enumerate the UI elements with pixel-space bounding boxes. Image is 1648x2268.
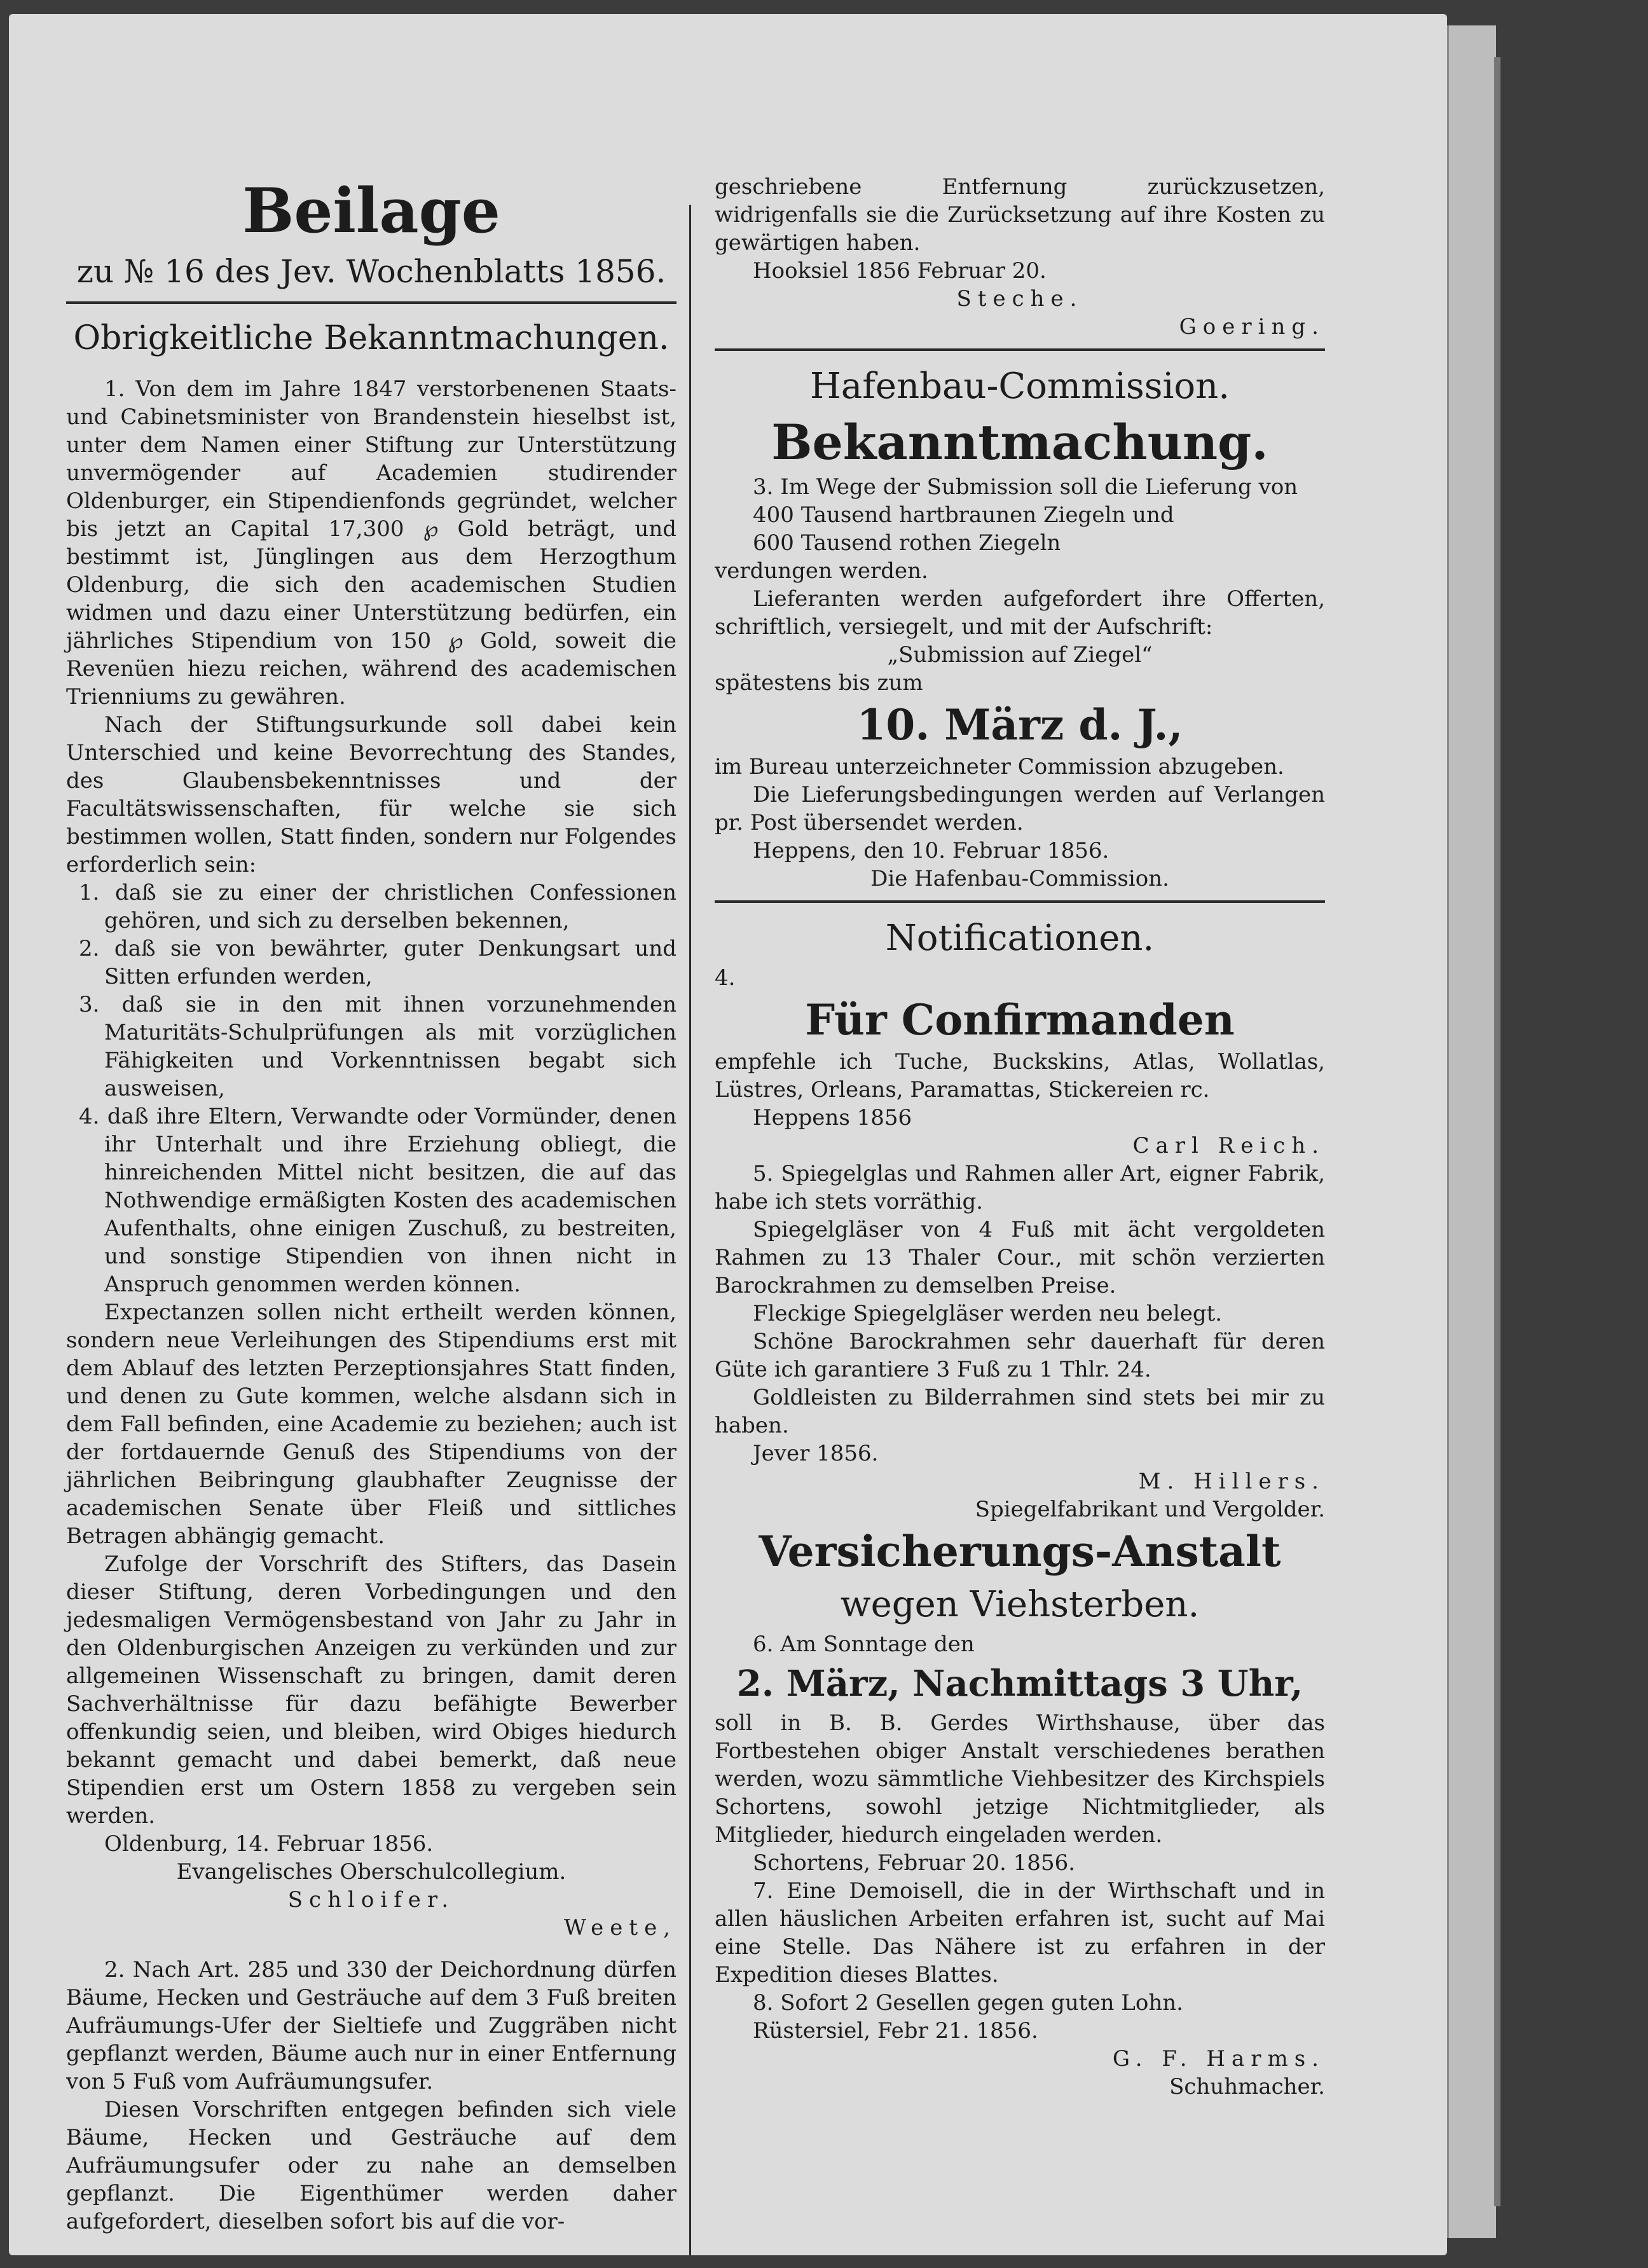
notice-1-para-4: Zufolge der Vorschrift des Stifters, das Dasein dieser Stiftung, deren Vorbedingungen und den jedesmaligen Vermögensbestand von Jahr zu Jahr in den Oldenburgischen Anzeigen zu verkünden und zur allgemeinen Wissenschaft zu bringen, damit deren Sachverhältnisse für dazu befähigte Bewerber offenkundig seien, und bleiben, wird Obiges hiedurch bekannt gemacht und dabei bemerkt, daß neue Stipendien erst um Ostern 1858 zu vergeben sein werden. [66,1551,676,1829]
notice-5-para-3: Fleckige Spiegelgläser werden neu belegt. [753,1301,1223,1326]
notice-2-para-1: 2. Nach Art. 285 und 330 der Deichordnung dürfen Bäume, Hecken und Gesträuche auf dem 3 Fuß breiten Aufräumungs-Ufer der Sieltiefe und Zuggräben nicht gepflanzt werden, Bäume auch nur in einer Entfernung von 5 Fuß vom Aufräumungsufer. [66,1957,676,2094]
notice-8-signature: G. F. Harms. [1112,2046,1325,2072]
notice-6-para-1: 6. Am Sonntage den [753,1632,975,1657]
notice-3-para-4: spätestens bis zum [715,670,923,696]
notice-1-date: Oldenburg, 14. Februar 1856. [104,1831,434,1857]
notice-4-number: 4. [715,965,736,991]
notice-5-para-1: 5. Spiegelglas und Rahmen aller Art, eigner Fabrik, habe ich stets vorräthig. [715,1161,1325,1214]
notice-4-title: Für Confirmanden [805,995,1235,1045]
notice-3-title: Bekanntmachung. [771,414,1268,471]
notice-2-para-2: Diesen Vorschriften entgegen befinden sich viele Bäume, Hecken und Gesträuche auf dem Aufräumungsufer oder zu nahe an demselben gepflanzt. Die Eigenthümer werden daher aufgefordert, dieselben sofort bis auf die vor- [66,2097,676,2234]
notice-4-para: empfehle ich Tuche, Buckskins, Atlas, Wollatlas, Lüstres, Orleans, Paramattas, Stickereien rc. [715,1049,1325,1103]
notice-3-item-2: 600 Tausend rothen Ziegeln [753,530,1061,556]
notice-6-subtitle: wegen Viehsterben. [840,1584,1200,1625]
list-item: 2. daß sie von bewährter, guter Denkungsart und Sitten erfunden werden, [79,936,676,989]
notice-3-para-3: Lieferanten werden aufgefordert ihre Offerten, schriftlich, versiegelt, und mit der Aufschrift: [715,586,1325,640]
notice-2-date: Hooksiel 1856 Februar 20. [753,258,1047,284]
notice-4-place: Heppens 1856 [753,1105,912,1131]
list-item: 1. daß sie zu einer der christlichen Confessionen gehören, und sich zu derselben bekennen, [79,880,676,933]
notice-3-org: Hafenbau-Commission. [809,366,1230,407]
notice-4-signature: Carl Reich. [1132,1133,1325,1158]
page-title: Beilage [242,175,500,247]
notice-5-place: Jever 1856. [753,1441,879,1466]
notice-1-list [66,879,676,1298]
notice-1-org: Evangelisches Oberschulcollegium. [176,1859,566,1885]
notice-5-para-2: Spiegelgläser von 4 Fuß mit ächt vergoldeten Rahmen zu 13 Thaler Cour., mit schön verzierten Barockrahmen zu demselben Preise. [715,1217,1325,1298]
notice-3-item-1: 400 Tausend hartbraunen Ziegeln und [753,502,1174,528]
notice-5-para-4: Schöne Barockrahmen sehr dauerhaft für deren Güte ich garantiere 3 Fuß zu 1 Thlr. 24. [715,1329,1325,1382]
notice-3-signature: Die Hafenbau-Commission. [870,866,1169,891]
notice-1-para-3: Expectanzen sollen nicht ertheilt werden können, sondern neue Verleihungen des Stipendiums erst mit dem Ablauf des letzten Perzeptionsjahres Statt finden, und denen zu Gute kommen, welche alsdann sich in dem Fall befinden, eine Academie zu beziehen; auch ist der fortdauernde Genuß des Stipendiums von der jährlichen Beibringung glaubhafter Zeugnisse der academischen Senate über Fleiß und sittliches Betragen abhängig gemacht. [66,1300,676,1549]
notice-7-para: 7. Eine Demoisell, die in der Wirthschaft und in allen häuslichen Arbeiten erfahren ist, sucht auf Mai eine Stelle. Das Nähere ist zu erfahren in der Expedition dieses Blattes. [715,1878,1325,1988]
notice-1-signature-2: Weete, [563,1915,676,1941]
section-heading: Obrigkeitliche Bekanntmachungen. [73,319,670,357]
book-edge [1447,25,1496,2238]
notice-2-signature-2: Goering. [1179,314,1325,340]
right-column [715,173,1325,2101]
notice-2-signature: Steche. [956,286,1083,312]
notice-6-date-big: 2. März, Nachmittags 3 Uhr, [736,1663,1303,1705]
notice-3-deadline: 10. März d. J., [856,700,1183,750]
list-item: 4. daß ihre Eltern, Verwandte oder Vormünder, denen ihr Unterhalt und ihre Erziehung obliegt, die hinreichenden Mittel nicht besitzen, die auf das Nothwendige ermäßigten Kosten des academischen Aufenthalts, ohne einigen Zuschuß, zu bestreiten, und sonstige Stipendien von ihnen nicht in Anspruch genommen werden können. [79,1104,676,1297]
newspaper-page [9,14,1447,2255]
left-column [66,173,676,2236]
notice-6-para-2: soll in B. B. Gerdes Wirthshause, über das Fortbestehen obiger Anstalt verschiedenes berathen werden, wozu sämmtliche Viehbesitzer des Kirchspiels Schortens, sowohl jetzige Nichtmitglieder, als Mitglieder, hiedurch eingeladen werden. [715,1710,1325,1848]
page-subtitle: zu № 16 des Jev. Wochenblatts 1856. [76,253,666,290]
notice-3-para-2: verdungen werden. [715,558,928,584]
notice-5-para-5: Goldleisten zu Bilderrahmen sind stets bei mir zu haben. [715,1385,1325,1438]
notice-5-trade: Spiegelfabrikant und Vergolder. [975,1497,1325,1522]
section-rule [715,900,1325,903]
book-spine [1494,57,1500,2206]
notice-3-para-5: im Bureau unterzeichneter Commission abzugeben. [715,754,1284,780]
notice-8-para: 8. Sofort 2 Gesellen gegen guten Lohn. [753,1990,1183,2016]
notice-3-para-6: Die Lieferungsbedingungen werden auf Verlangen pr. Post übersendet werden. [715,782,1325,835]
notice-1-signature: Schloifer. [287,1887,455,1913]
notice-3-para-1: 3. Im Wege der Submission soll die Lieferung von [753,474,1298,500]
notice-3-date: Heppens, den 10. Februar 1856. [753,838,1109,863]
notice-5-signature: M. Hillers. [1138,1469,1325,1494]
notifications-heading: Notificationen. [885,918,1155,959]
notice-6-date: Schortens, Februar 20. 1856. [753,1850,1076,1876]
notice-8-date: Rüstersiel, Febr 21. 1856. [753,2018,1038,2044]
column-divider [689,205,691,2255]
notice-6-title: Versicherungs-Anstalt [759,1527,1281,1576]
title-rule [66,301,676,304]
list-item: 3. daß sie in den mit ihnen vorzunehmenden Maturitäts-Schulprüfungen als mit vorzüglichen Fähigkeiten und Vorkenntnissen begabt sich ausweisen, [79,992,676,1101]
notice-1-para-1: 1. Von dem im Jahre 1847 verstorbenenen Staats- und Cabinetsminister von Brandenstein hieselbst ist, unter dem Namen einer Stiftung zur Unterstützung unvermögender auf Academien studirender Oldenburger, ein Stipendienfonds gegründet, welcher bis jetzt an Capital 17,300 ℘ Gold beträgt, und bestimmt ist, Jünglingen aus dem Herzogthum Oldenburg, die sich den academischen Studien widmen und dazu einer Unterstützung bedürfen, ein jährliches Stipendium von 150 ℘ Gold, soweit die Revenüen hiezu reichen, während des academischen Trienniums zu gewähren. [66,376,676,710]
notice-2-continuation: geschriebene Entfernung zurückzusetzen, widrigenfalls sie die Zurücksetzung auf ihre Kosten zu gewärtigen haben. [715,174,1325,256]
notice-3-quote: „Submission auf Ziegel“ [887,642,1153,668]
section-rule [715,348,1325,351]
notice-1-para-2: Nach der Stiftungsurkunde soll dabei kein Unterschied und keine Bevorrechtung des Standes, des Glaubensbekenntnisses und der Facultätswissenschaften, für welche sie sich bestimmen wollen, Statt finden, sondern nur Folgendes erforderlich sein: [66,712,676,877]
notice-8-trade: Schuhmacher. [1169,2074,1325,2100]
